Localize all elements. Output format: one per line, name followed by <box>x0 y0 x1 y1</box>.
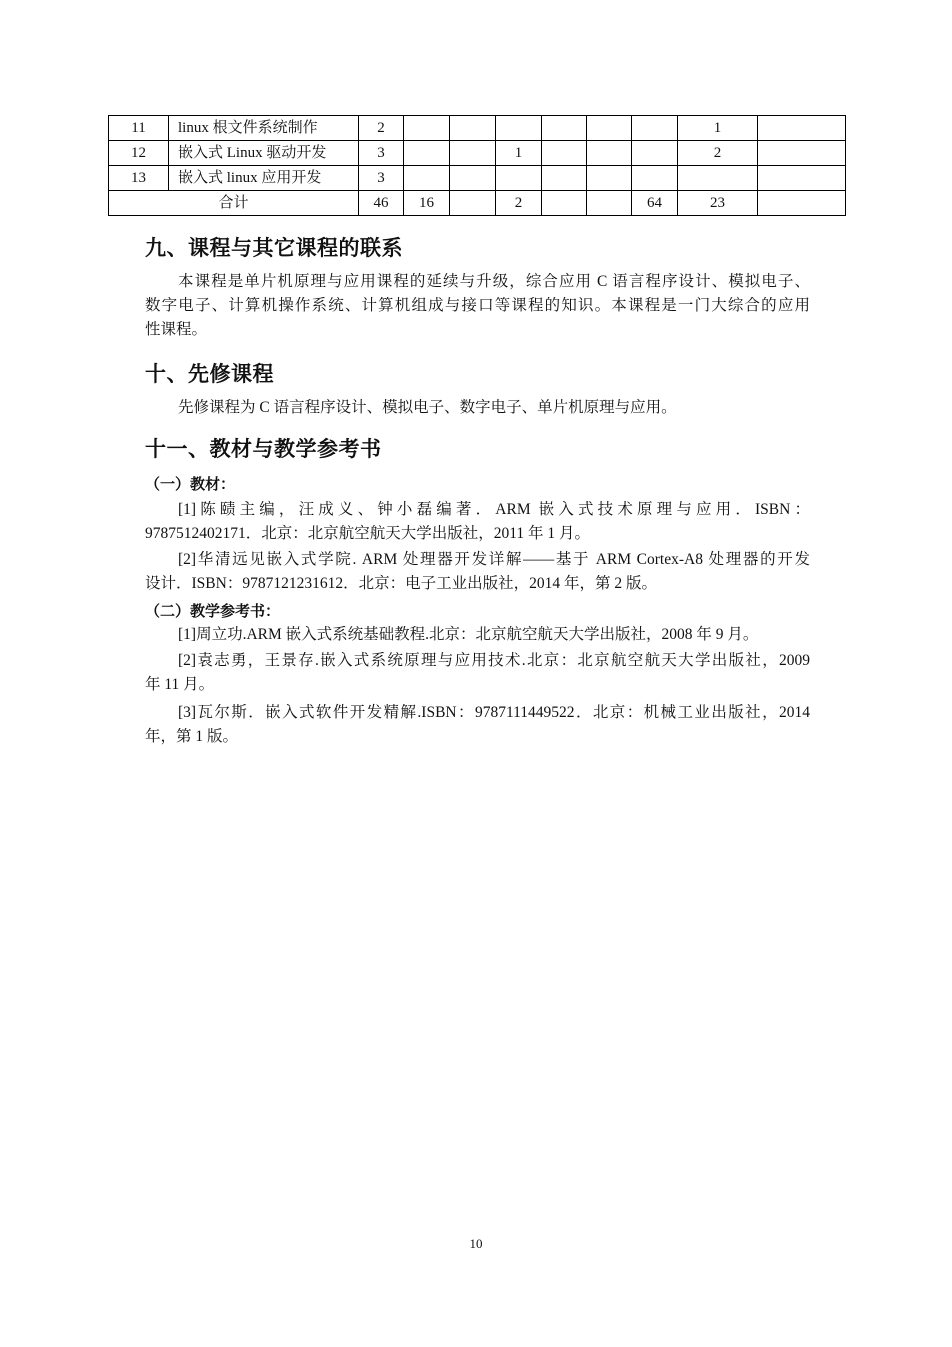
row-name-cell: 嵌入式 linux 应用开发 <box>169 166 359 191</box>
table-body <box>109 116 846 216</box>
page-number: 10 <box>469 1236 483 1251</box>
paragraph-line: 先修课程为 C 语言程序设计、模拟电子、数字电子、单片机原理与应用。 <box>178 399 677 416</box>
citation-line: 年，第 1 版。 <box>145 728 239 745</box>
row-number-cell: 13 <box>109 166 169 191</box>
total-hours-cell: 16 <box>404 191 450 216</box>
table-total-row <box>109 191 846 216</box>
total-hours-cell: 64 <box>632 191 678 216</box>
section-10-paragraph <box>145 396 810 420</box>
citation-line: 年 11 月。 <box>145 676 215 693</box>
hours-cell <box>404 141 450 166</box>
total-hours-cell: 46 <box>359 191 404 216</box>
hours-cell <box>542 141 587 166</box>
citation-line: [1]周立功.ARM 嵌入式系统基础教程.北京：北京航空航天大学出版社，2008 年 9 月。 <box>178 626 759 643</box>
total-label-cell: 合计 <box>109 191 359 216</box>
citation-line: [1]陈赜主编，汪成义、钟小磊编著．ARM 嵌入式技术原理与应用．ISBN： <box>178 501 810 518</box>
hours-cell <box>587 166 632 191</box>
hours-cell: 1 <box>678 116 758 141</box>
hours-cell <box>678 166 758 191</box>
paragraph-line: 性课程。 <box>145 321 208 338</box>
row-number-cell: 12 <box>109 141 169 166</box>
hours-cell <box>632 116 678 141</box>
reference-item-3 <box>145 701 810 749</box>
hours-cell <box>758 116 846 141</box>
hours-cell <box>404 116 450 141</box>
total-hours-cell <box>587 191 632 216</box>
row-number-cell: 11 <box>109 116 169 141</box>
references-subheading: （二）教学参考书： <box>145 602 281 620</box>
section-heading-10: 十、先修课程 <box>145 362 274 386</box>
row-name-cell: 嵌入式 Linux 驱动开发 <box>169 141 359 166</box>
hours-cell <box>758 166 846 191</box>
hours-cell: 2 <box>359 116 404 141</box>
hours-cell: 3 <box>359 166 404 191</box>
hours-cell: 3 <box>359 141 404 166</box>
total-hours-cell <box>542 191 587 216</box>
total-hours-cell <box>450 191 496 216</box>
hours-cell <box>542 166 587 191</box>
hours-cell <box>587 116 632 141</box>
textbook-item-1 <box>145 498 810 546</box>
total-hours-cell: 2 <box>496 191 542 216</box>
citation-line: [2]袁志勇，王景存.嵌入式系统原理与应用技术.北京：北京航空航天大学出版社，2009 <box>178 652 810 669</box>
textbooks-subheading: （一）教材： <box>145 475 236 493</box>
paragraph-line: 数字电子、计算机操作系统、计算机组成与接口等课程的知识。本课程是一门大综合的应用 <box>145 297 810 314</box>
hours-cell <box>542 116 587 141</box>
hours-cell <box>450 116 496 141</box>
section-9-paragraph <box>145 270 810 342</box>
hours-cell <box>758 141 846 166</box>
reference-item-2 <box>145 649 810 697</box>
hours-cell <box>450 141 496 166</box>
course-hours-table <box>108 115 846 216</box>
textbook-item-2 <box>145 548 810 596</box>
paragraph-line: 本课程是单片机原理与应用课程的延续与升级，综合应用 C 语言程序设计、模拟电子、 <box>178 273 810 290</box>
table-row <box>109 116 846 141</box>
citation-line: 9787512402171．北京：北京航空航天大学出版社，2011 年 1 月。 <box>145 525 591 542</box>
hours-cell <box>404 166 450 191</box>
total-hours-cell: 23 <box>678 191 758 216</box>
hours-cell <box>496 116 542 141</box>
table-row <box>109 166 846 191</box>
hours-cell <box>496 166 542 191</box>
hours-cell: 1 <box>496 141 542 166</box>
table-row <box>109 141 846 166</box>
citation-line: 设计．ISBN：9787121231612．北京：电子工业出版社，2014 年，第 2 版。 <box>145 575 657 592</box>
citation-line: [3]瓦尔斯．嵌入式软件开发精解.ISBN：9787111449522．北京：机械工业出版社，2014 <box>178 704 810 721</box>
section-heading-11: 十一、教材与教学参考书 <box>145 437 382 461</box>
reference-item-1 <box>145 623 810 647</box>
hours-cell <box>632 141 678 166</box>
section-heading-9: 九、课程与其它课程的联系 <box>145 236 403 260</box>
row-name-cell: linux 根文件系统制作 <box>169 116 359 141</box>
hours-cell <box>587 141 632 166</box>
citation-line: [2]华清远见嵌入式学院. ARM 处理器开发详解——基于 ARM Cortex-A8 处理器的开发 <box>178 551 810 568</box>
hours-cell <box>450 166 496 191</box>
hours-cell <box>632 166 678 191</box>
hours-cell: 2 <box>678 141 758 166</box>
total-hours-cell <box>758 191 846 216</box>
